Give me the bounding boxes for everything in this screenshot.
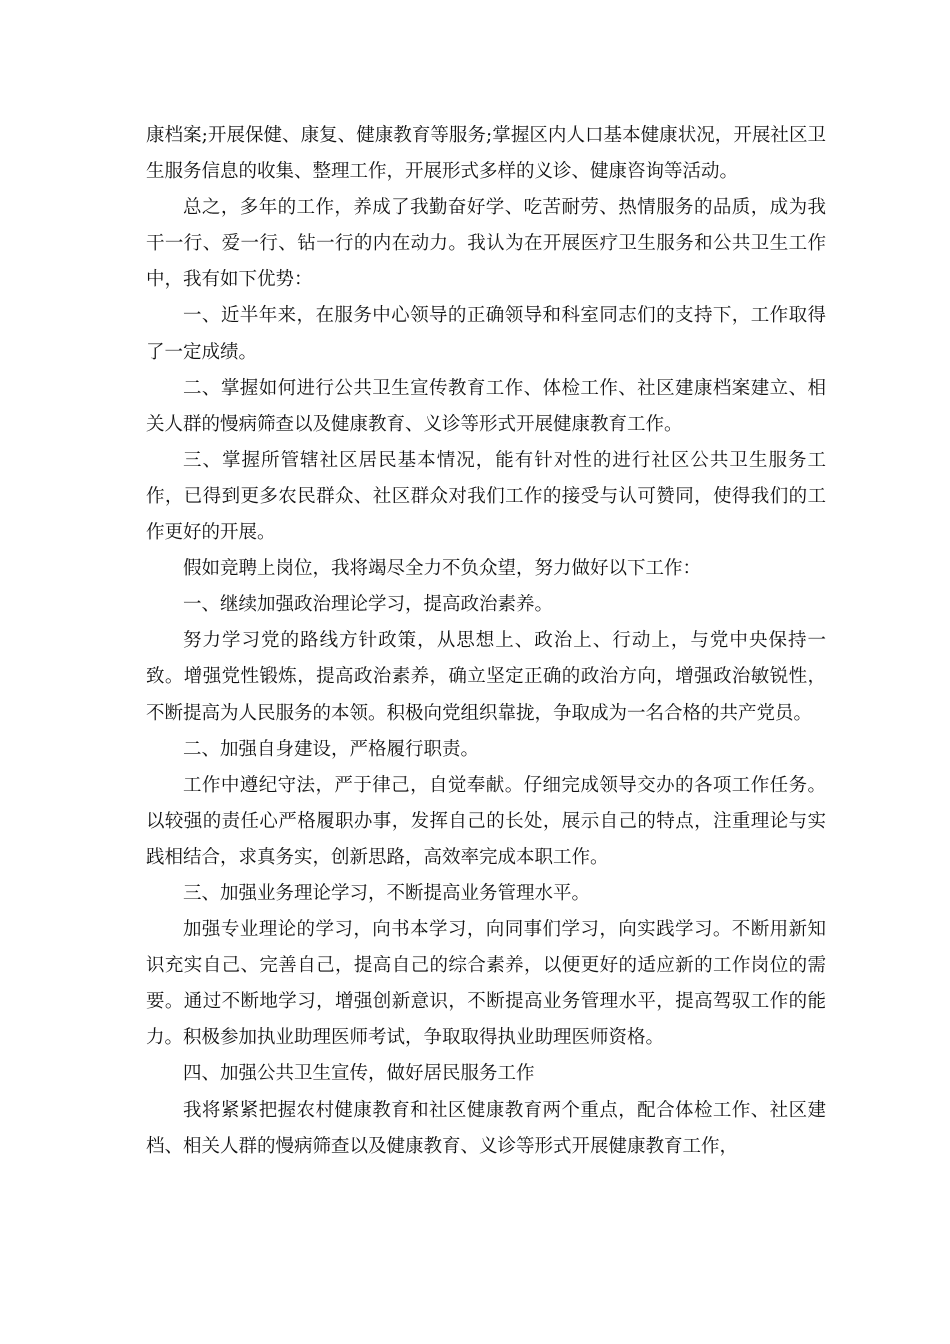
paragraph: 假如竞聘上岗位，我将竭尽全力不负众望，努力做好以下工作： [183, 558, 702, 580]
paragraph: 努力学习党的路线方针政策，从思想上、政治上、行动上，与党中央保持一致。增强党性锻炼，提高政治素养，确立坚定正确的政治方向，增强政治敏锐性，不断提高为人民服务的本领。积极向党组织靠拢，争取成为一名合格的共产党员。 [146, 630, 826, 724]
section-heading: 二、加强自身建设，严格履行职责。 [183, 738, 480, 760]
paragraph: 二、掌握如何进行公共卫生宣传教育工作、体检工作、社区建康档案建立、相关人群的慢病筛查以及健康教育、义诊等形式开展健康教育工作。 [146, 377, 826, 435]
paragraph: 三、掌握所管辖社区居民基本情况，能有针对性的进行社区公共卫生服务工作，已得到更多农民群众、社区群众对我们工作的接受与认可赞同，使得我们的工作更好的开展。 [146, 449, 826, 544]
section-heading: 一、继续加强政治理论学习，提高政治素养。 [183, 594, 554, 616]
paragraph: 一、近半年来，在服务中心领导的正确领导和科室同志们的支持下，工作取得了一定成绩。 [146, 305, 826, 363]
document-body [146, 118, 826, 1165]
section-heading: 三、加强业务理论学习，不断提高业务管理水平。 [183, 882, 591, 904]
paragraph: 工作中遵纪守法，严于律己，自觉奉献。仔细完成领导交办的各项工作任务。以较强的责任心严格履职办事，发挥自己的长处，展示自己的特点，注重理论与实践相结合，求真务实，创新思路，高效率完成本职工作。 [146, 774, 826, 868]
section-heading: 四、加强公共卫生宣传，做好居民服务工作 [183, 1063, 535, 1085]
paragraph: 我将紧紧把握农村健康教育和社区健康教育两个重点，配合体检工作、社区建档、相关人群的慢病筛查以及健康教育、义诊等形式开展健康教育工作， [146, 1099, 826, 1157]
paragraph: 康档案;开展保健、康复、健康教育等服务;掌握区内人口基本健康状况，开展社区卫生服务信息的收集、整理工作，开展形式多样的义诊、健康咨询等活动。 [146, 125, 826, 183]
paragraph: 总之，多年的工作，养成了我勤奋好学、吃苦耐劳、热情服务的品质，成为我干一行、爱一行、钻一行的内在动力。我认为在开展医疗卫生服务和公共卫生工作中，我有如下优势： [146, 197, 826, 291]
paragraph: 加强专业理论的学习，向书本学习，向同事们学习，向实践学习。不断用新知识充实自己、完善自己，提高自己的综合素养，以便更好的适应新的工作岗位的需要。通过不断地学习，增强创新意识，不断提高业务管理水平，提高驾驭工作的能力。积极参加执业助理医师考试，争取取得执业助理医师资格。 [146, 919, 826, 1049]
